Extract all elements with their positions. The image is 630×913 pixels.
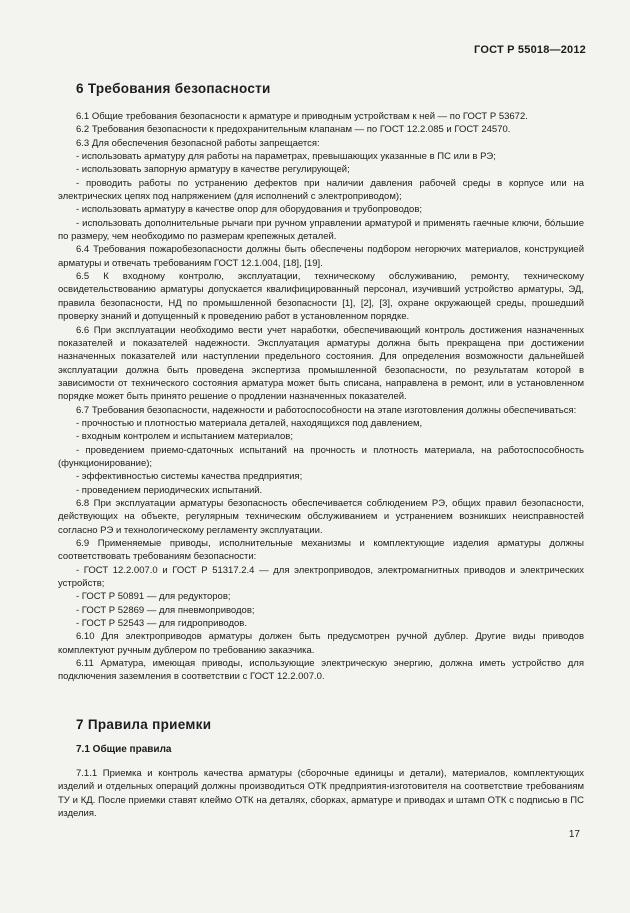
list-item: - эффективностью системы качества предприятия; — [76, 471, 303, 483]
page-number: 17 — [568, 829, 580, 840]
paragraph-6-10: 6.10 Для электроприводов арматуры должен быть предусмотрен ручной дублер. Другие виды приводов комплектуют ручным дублером по требованию заказчика. — [58, 631, 584, 656]
list-item: - ГОСТ Р 50891 — для редукторов; — [76, 591, 231, 603]
paragraph-6-1: 6.1 Общие требования безопасности к арматуре и приводным устройствам к ней — по ГОСТ Р 53672. — [76, 111, 528, 122]
section-7-title: 7 Правила приемки — [76, 717, 212, 732]
list-item: - проведением приемо-сдаточных испытаний на прочность и плотность материала, на работоспособность (функционирование); — [58, 444, 584, 469]
list-item: - ГОСТ Р 52543 — для гидроприводов. — [76, 618, 247, 630]
list-item: - прочностью и плотностью материала деталей, находящихся под давлением, — [76, 417, 423, 429]
section-6-body — [58, 110, 584, 684]
paragraph-6-5: 6.5 К входному контролю, эксплуатации, техническому обслуживанию, ремонту, техническому освидетельствованию арматуры допускается квалифицированный персонал, изучивший устройство арматуры, ЭД, правила безопасности, НД по промышленной безопасности [1], [2], [3], охране окружающей среды, прошедший проверку знаний и допущенный к проведению работ в установленном порядке. — [58, 271, 584, 323]
paragraph-6-8: 6.8 При эксплуатации арматуры безопасность обеспечивается соблюдением РЭ, общих правил безопасности, действующих на объекте, регулярным техническим обслуживанием и устранением возникших неисправностей согласно РЭ и технологическому регламенту эксплуатации. — [58, 497, 584, 536]
subsection-7-1-title: 7.1 Общие правила — [76, 744, 172, 755]
list-item: - входным контролем и испытанием материалов; — [76, 431, 293, 443]
list-item: - проведением периодических испытаний. — [76, 484, 263, 496]
paragraph-6-4: 6.4 Требования пожаробезопасности должны быть обеспечены подбором негорючих материалов, конструкцией арматуры и отвечать требованиям ГОСТ 12.1.004, [18], [19]. — [58, 244, 584, 269]
list-item: - ГОСТ Р 52869 — для пневмоприводов; — [76, 604, 255, 616]
paragraph-6-2: 6.2 Требования безопасности к предохранительным клапанам — по ГОСТ 12.2.085 и ГОСТ 24570. — [76, 124, 511, 136]
list-item: - ГОСТ 12.2.007.0 и ГОСТ Р 51317.2.4 — для электроприводов, электромагнитных приводов и электрических устройств; — [58, 564, 584, 590]
list-item: - использовать дополнительные рычаги при ручном управлении арматурой и применять гаечные ключи, бóльшие по размеру, чем необходимо по размерам крепежных деталей. — [58, 217, 584, 243]
document-code: ГОСТ Р 55018—2012 — [474, 44, 586, 56]
paragraph-6-3: 6.3 Для обеспечения безопасной работы запрещается: — [76, 137, 320, 149]
list-item: - использовать запорную арматуру в качестве регулирующей; — [76, 164, 350, 176]
list-item: - использовать арматуру для работы на параметрах, превышающих указанные в ПС или в РЭ; — [76, 151, 496, 163]
paragraph-6-9: 6.9 Применяемые приводы, исполнительные механизмы и комплектующие изделия арматуры должны соответствовать требованиям безопасности: — [58, 538, 584, 563]
list-item: - проводить работы по устранению дефектов при наличии давления рабочей среды в корпусе или на электрических цепях под напряжением (для исполнений с электроприводом); — [58, 177, 584, 203]
list-item: - использовать арматуру в качестве опор для оборудования и трубопроводов; — [76, 204, 423, 216]
paragraph-7-1-1: 7.1.1 Приемка и контроль качества арматуры (сборочные единицы и детали), материалов, комплектующих изделий и отдельных операций должны производиться ОТК предприятия-изготовителя на соответствие требованиям ТУ и КД. После приемки ставят клеймо ОТК на деталях, сборках, арматуре и приводах и штамп ОТК с подписью в ПС изделия. — [58, 768, 584, 820]
section-7-body — [58, 767, 584, 820]
paragraph-6-7: 6.7 Требования безопасности, надежности и работоспособности на этапе изготовления должны обеспечиваться: — [76, 404, 577, 416]
section-6-title: 6 Требования безопасности — [76, 81, 271, 96]
paragraph-6-11: 6.11 Арматура, имеющая приводы, использующие электрическую энергию, должна иметь устройство для подключения заземления в соответствии с ГОСТ 12.2.007.0. — [58, 658, 584, 683]
paragraph-6-6: 6.6 При эксплуатации необходимо вести учет наработки, обеспечивающий контроль достижения назначенных показателей и показателей надежности. Эксплуатация арматуры должна быть прекращена при достижении назначенных показателей или наступлении предельного состояния. Для определения возможности дальнейшей эксплуатации должна быть проведена экспертиза промышленной безопасности, по результатам которой в зависимости от технического состояния арматура может быть списана, направлена в ремонт, или в установленном порядке может быть принято решение о продлении назначенных показателей. — [58, 324, 584, 403]
